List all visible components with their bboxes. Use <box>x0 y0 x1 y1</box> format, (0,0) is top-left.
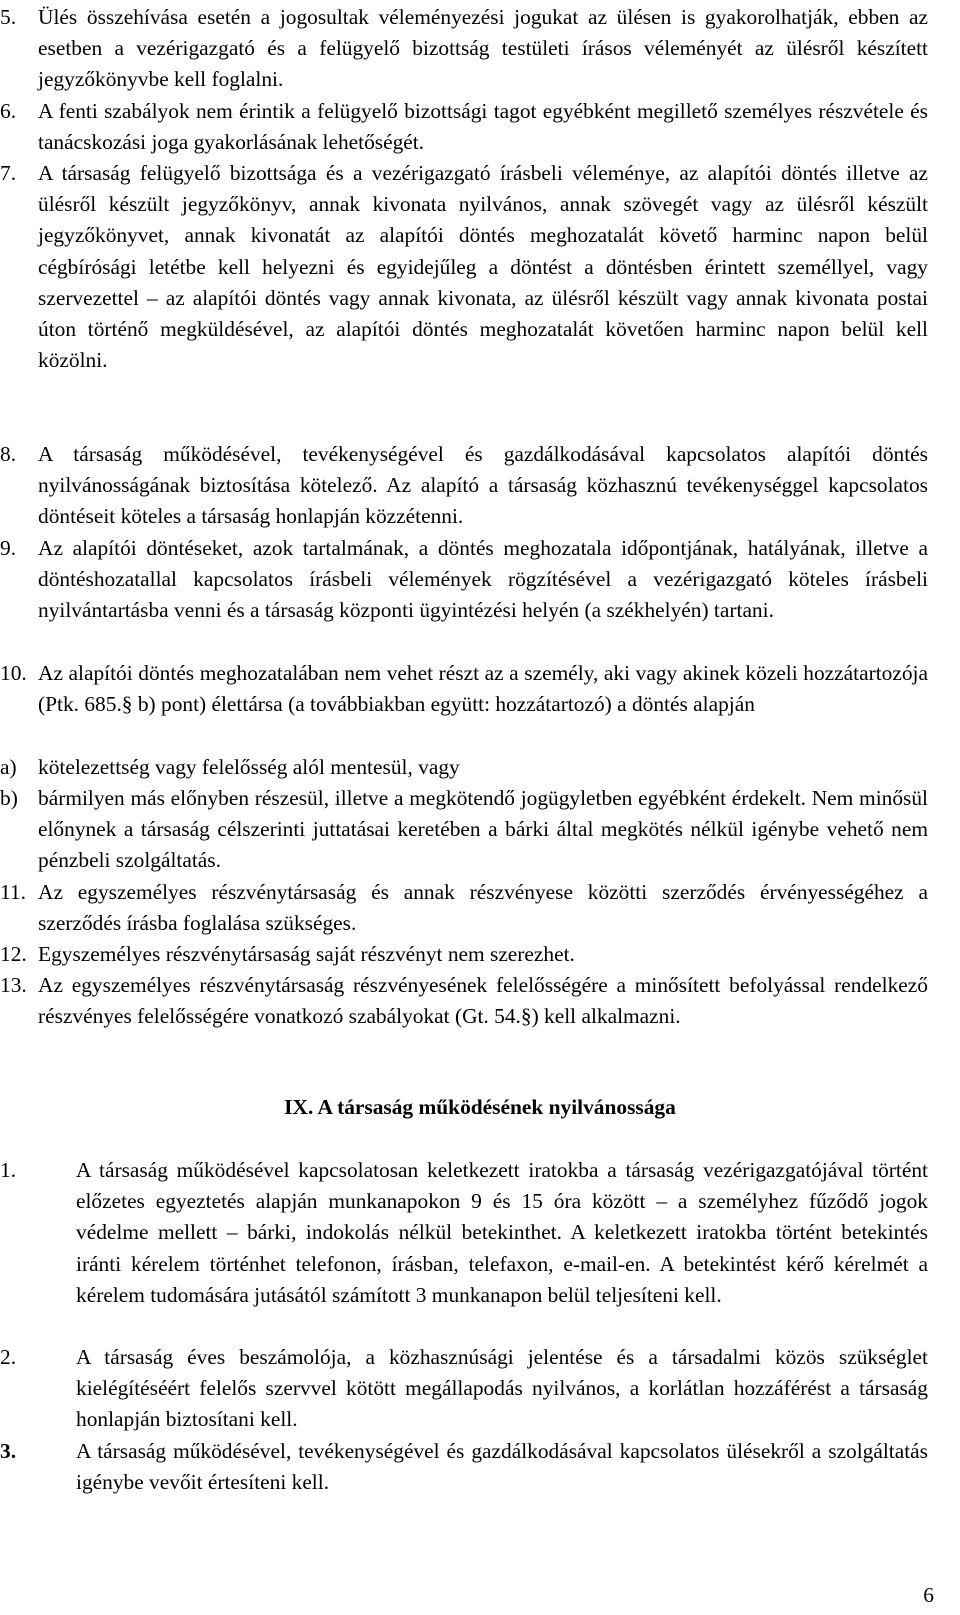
item-number: 1. <box>0 1158 17 1182</box>
item-text: Ülés összehívása esetén a jogosultak véleményezési jogukat az ülésen is gyakorolhatják, ebben az esetben a vezérigazgató és a felügyelő bizottság testületi írásos véleményét az ülésről készített jegyzőkönyvbe kell foglalni. <box>38 5 928 92</box>
item-text: Az egyszemélyes részvénytársaság részvényesének felelősségére a minősített befolyással rendelkező részvényes felelősségére vonatkozó szabályokat (Gt. 54.§) kell alkalmazni. <box>38 973 928 1029</box>
item-number: 5. <box>0 5 17 29</box>
item-text: bármilyen más előnyben részesül, illetve a megkötendő jogügyletben egyébként érdekelt. Nem minősül előnynek a társaság célszerinti juttatásai keretében a bárki által megkötés nélkül igénybe vehető nem pénzbeli szolgáltatás. <box>38 786 928 873</box>
item-number: 12. <box>0 942 27 966</box>
item-text: kötelezettség vagy felelősség alól mentesül, vagy <box>38 755 460 779</box>
item-text: A társaság működésével, tevékenységével és gazdálkodásával kapcsolatos alapítói döntés nyilvánosságának biztosítása kötelező. Az alapító a társaság közhasznú tevékenységgel kapcsolatos döntéseit köteles a társaság honlapján közzétenni. <box>38 442 928 529</box>
item-text: A társaság éves beszámolója, a közhasznúsági jelentése és a társadalmi közös szükséglet kielégítéséért felelős szervvel kötött megállapodás nyilvános, a korlátlan hozzáférést a társaság honlapján biztosítani kell. <box>76 1345 928 1432</box>
item-number: 6. <box>0 99 17 123</box>
item-number: 13. <box>0 973 27 997</box>
item-text: A társaság működésével, tevékenységével és gazdálkodásával kapcsolatos ülésekről a szolgáltatás igénybe vevőit értesíteni kell. <box>76 1439 928 1495</box>
item-number: 7. <box>0 161 17 185</box>
item-number: 3. <box>0 1439 17 1463</box>
item-number: 11. <box>0 880 26 904</box>
item-text: A társaság felügyelő bizottsága és a vezérigazgató írásbeli véleménye, az alapítói döntés illetve az ülésről készült jegyzőkönyv, annak kivonata nyilvános, annak szövegét vagy az ülésről készült jegyzőkönyvet, annak kivonatát az alapítói döntés meghozatalát követő harminc napon belül cégbírósági letétbe kell helyezni és egyidejűleg a döntést a döntésben érintett személlyel, vagy szervezettel – az alapítói döntés vagy annak kivonata, az ülésről készült vagy annak kivonata postai úton történő megküldésével, az alapítói döntés meghozatalát követően harminc napon belül kell közölni. <box>38 161 928 373</box>
item-text: Az alapítói döntés meghozatalában nem vehet részt az a személy, aki vagy akinek közeli hozzátartozója (Ptk. 685.§ b) pont) élettársa (a továbbiakban együtt: hozzátartozó) a döntés alapján <box>38 661 928 717</box>
item-number: 10. <box>0 661 27 685</box>
item-number: 9. <box>0 536 17 560</box>
item-text: A társaság működésével kapcsolatosan keletkezett iratokba a társaság vezérigazgatójával történt előzetes egyeztetés alapján munkanapokon 9 és 15 óra között – a személyhez fűződő jogok védelme mellett – bárki, indokolás nélkül betekinthet. A keletkezett iratokba történt betekintés iránti kérelem történhet telefonon, írásban, telefaxon, e-mail-en. A betekintést kérő kérelmét a kérelem tudomására jutásától számított 3 munkanapon belül teljesíteni kell. <box>76 1158 928 1307</box>
section-heading: IX. A társaság működésének nyilvánossága <box>284 1095 676 1119</box>
item-text: Egyszemélyes részvénytársaság saját részvényt nem szerezhet. <box>38 942 575 966</box>
item-text: Az alapítói döntéseket, azok tartalmának, a döntés meghozatala időpontjának, hatályának, illetve a döntéshozatallal kapcsolatos írásbeli vélemények rögzítésével a vezérigazgató köteles írásbeli nyilvántartásba venni és a társaság központi ügyintézési helyén (a székhelyén) tartani. <box>38 536 928 623</box>
item-number: 2. <box>0 1345 17 1369</box>
item-number: b) <box>0 786 18 810</box>
item-text: A fenti szabályok nem érintik a felügyelő bizottsági tagot egyébként megillető személyes részvétele és tanácskozási joga gyakorlásának lehetőségét. <box>38 99 928 155</box>
item-text: Az egyszemélyes részvénytársaság és annak részvényese közötti szerződés érvényességéhez a szerződés írásba foglalása szükséges. <box>38 880 928 936</box>
page-number: 6 <box>923 1583 934 1607</box>
item-number: a) <box>0 755 17 779</box>
item-number: 8. <box>0 442 17 466</box>
